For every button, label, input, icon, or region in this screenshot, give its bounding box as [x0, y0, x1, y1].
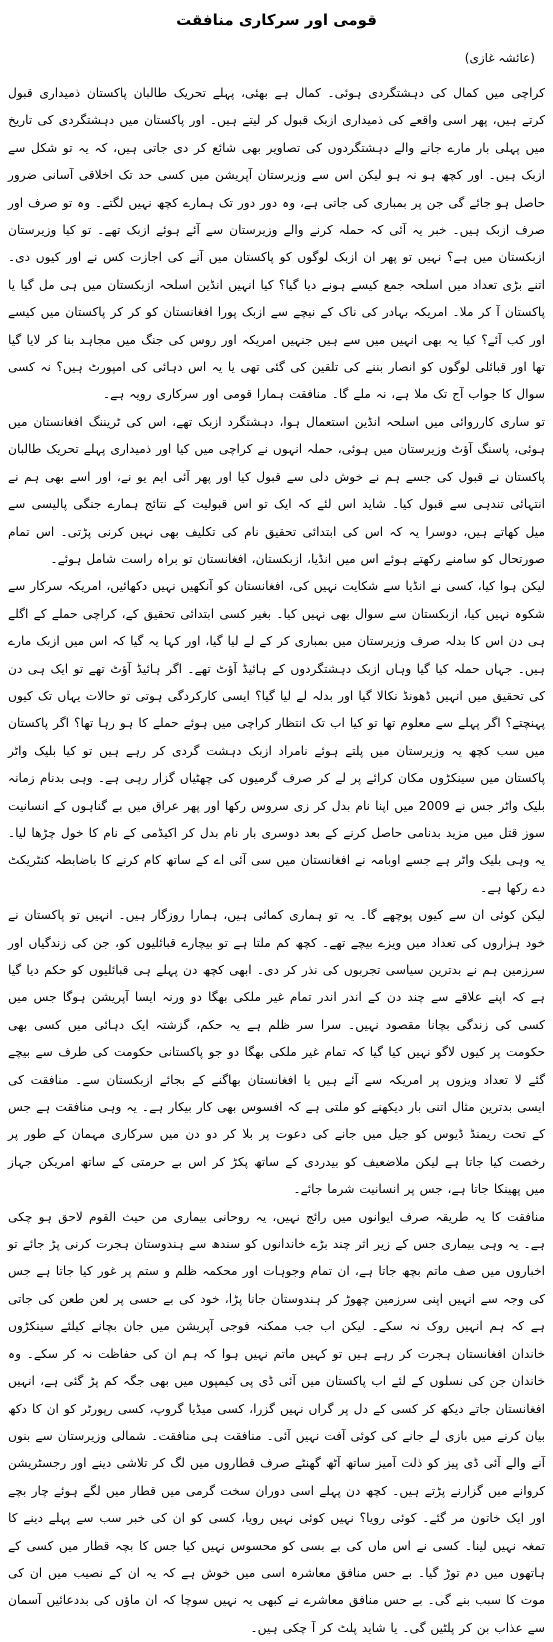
- article-author: (عائشہ غازی): [464, 51, 535, 65]
- article-body: [8, 80, 545, 1642]
- article-paragraph-5: منافقت کا یہ طریقہ صرف ایوانوں میں رائج نہیں، یہ روحانی بیماری من حیث القوم لاحق ہو چکی ہے۔ یہ وہی بیماری جس کے زیر اثر چند بڑے خاندانوں کو سندھ سے ہندوستان ہجرت کرنی پڑ جائے تو اخباروں میں صف ماتم بچھ جاتا ہے، ان تمام وجوہات اور محکمہ ظلم و ستم پر غور کیا جاتا ہے جس کی وجہ سے انہیں اپنی سرزمین چھوڑ کر ہندوستان جانا پڑا، خود کی بے حسی پر لعن طعن کی جاتی ہے کہ ہم انہیں روک نہ سکے۔ لیکن اب جب ممکنہ فوجی آپریشن میں جان بچانے کیلئے سینکڑوں خاندان افغانستان ہجرت کر رہے ہیں تو کہیں ماتم نہیں ہوا کہ ہم ان کی حفاظت نہ کر سکے۔ وہ خاندان جن کی نسلوں کے لئے اب پاکستان میں آئی ڈی پی کیمپوں میں بھی جگہ کم پڑ گئی ہے، انہیں افغانستان جاتے دیکھ کر کسی کے دل پر گراں نہیں گزرا، کسی میڈیا گروپ، کسی رپورٹر کو ان کا دکھ بیان کرنے میں بازی لے جانے کی کوئی آفت نہیں آئی۔ منافقت ہی منافقت۔ شمالی وزیرستان سے بنوں آنے والے آئی ڈی پیز کو ذلت آمیز ساتھ آٹھ گھنٹے صرف قطاروں میں لگ کر تلاشی دینے اور رجسٹریشن کروانے میں گزارنے پڑتے ہیں۔ کچھ دن پہلے اسی دوران سخت گرمی میں قطار میں لگے ہوئے چار بچے اور ایک خاتون مر گئے۔ کوئی رویا؟ نہیں کوئی نہیں رویا، کسی کو ان کی خبر سب سے پہلے دینے کا تمغہ نہیں لینا۔ کسی نے اس ماں کی بے بسی کو محسوس نہیں کیا جس کا بچہ قطار میں کسی کے ہاتھوں میں دم توڑ گیا۔ بے حس منافق معاشرہ اسی میں خوش ہے کہ یہ ان کے نصیب میں ان کی موت کا سبب بنے گی۔ بے حس منافق معاشرے نے کبھی یہ نہیں سوچا کہ ان ماؤں کی بددعائیں آسمان سے عذاب بن کر پلٹیں گی۔ یا شاید پلٹ کر آ چکی ہیں۔: [8, 1209, 545, 1635]
- article-paragraph-2: تو ساری کارروائی میں اسلحہ انڈین استعمال ہوا، دہشتگرد ازبک تھے، اس کی ٹریننگ افغانستان میں ہوئی، پاسنگ آؤٹ وزیرستان میں ہوئی، حملہ انہوں نے کراچی میں کیا اور ذمیداری پہلے تحریک طالبان پاکستان نے قبول کی جسے ہم نے خوش دلی سے قبول کیا اور پھر آئی ایم یو نے، اور اسے بھی ہم نے انتہائی تندہی سے قبول کیا۔ شاید اس لئے کہ ایک تو اس قبولیت کے نتائج ہمارے جنگی پالیسی سے میل کھاتے ہیں، دوسرا یہ کہ اس کی ابتدائی تحقیق نام کی تکلیف بھی نہیں کرنی پڑتی۔ اس تمام صورتحال کو سامنے رکھتے ہوئے اس میں انڈیا، ازبکستان، افغانستان تو براہ راست شامل ہوئے۔: [8, 414, 545, 566]
- article-paragraph-4: لیکن کوئی ان سے کیوں پوچھے گا۔ یہ تو ہماری کمائی ہیں، ہمارا روزگار ہیں۔ انہیں تو پاکستان نے خود ہزاروں کی تعداد میں ویزے بیچے تھے۔ کچھ کم ملتا ہے تو بیچارے قبائلیوں کو، جن کی زندگیاں اور سرزمین ہم نے بدترین سیاسی تجربوں کی نذر کر دی۔ ابھی کچھ دن پہلے ہی قبائلیوں کو حکم دیا گیا ہے کہ اپنے علاقے سے چند دن کے اندر اندر تمام غیر ملکی بھگا دو ورنہ ایسا آپریشن ہوگا جس میں کسی کی زندگی بچانا مقصود نہیں۔ سرا سر ظلم ہے یہ حکم، گزشتہ ایک دہائی میں کسی بھی حکومت پر کیوں لاگو نہیں کیا گیا کہ تمام غیر ملکی بھگا دو جو پاکستانی حکومت کی طرف سے بیچے گئے لا تعداد ویزوں پر امریکہ سے آئے ہیں یا افغانستان بھاگنے کے بجائے ازبکستان سے۔ منافقت کی ایسی بدترین مثال اتنی بار دیکھنے کو ملتی ہے کہ افسوس بھی کار بیکار ہے۔ یہ وہی منافقت ہے جس کے تحت ریمنڈ ڈیوس کو جیل میں جانے کی دعوت پر بلا کر دو دن میں سرکاری مہمان کے طور پر رخصت کیا جاتا ہے لیکن ملاضعیف کو بیدردی کے ساتھ پکڑ کر اس بے حرمتی کے ساتھ امریکن جہاز میں پھینکا جاتا ہے، جس پر انسانیت شرما جائے۔: [8, 908, 545, 1197]
- article-paragraph-3: لیکن ہوا کیا، کسی نے انڈیا سے شکایت نہیں کی، افغانستان کو آنکھیں نہیں دکھائیں، امریکہ سرکار سے شکوہ نہیں کیا، ازبکستان سے سوال بھی نہیں کیا۔ بغیر کسی ابتدائی تحقیق کے، کراچی حملے کے اگلے ہی دن اس کا بدلہ صرف وزیرستان میں بمباری کر کے لے لیا گیا، اور کہا یہ گیا کہ اس میں ازبک مارے ہیں۔ جہاں حملہ کیا گیا وہاں ازبک دہشتگردوں کے ہائیڈ آؤٹ تھے۔ اگر ہائیڈ آؤٹ تھے تو ایک ہی دن کی تحقیق میں انہیں ڈھونڈ نکالا گیا اور بدلہ لے لیا گیا؟ ایسی کارکردگی ہوتی تو حالات یہاں تک کیوں پہنچتے؟ اگر پہلے سے معلوم تھا تو کیا اب تک انتظار کراچی میں ہوئے حملے کا ہو رہا تھا؟ اگر پاکستان میں سب کچھ یہ وزیرستان میں پلتے ہوئے نامراد ازبک دہشت گردی کر رہے ہیں تو کیا بلیک واٹر پاکستان میں سینکڑوں مکان کرائے پر لے کر صرف گرمیوں کی چھٹیاں گزار رہی ہے۔ وہی بدنام زمانہ بلیک واٹر جس نے 2009 میں اپنا نام بدل کر زی سروس رکھا اور پھر عراق میں بے گناہوں کے انسانیت سوز قتل میں مزید بدنامی حاصل کرنے کے بعد دوسری بار نام بدل کر اکیڈمی کے نام کا خول چڑھا لیا۔ یہ وہی بلیک واٹر ہے جسے اوبامہ نے افغانستان میں سی آئی اے کے ساتھ کام کرنے کا باضابطہ کنٹریکٹ دے رکھا ہے۔: [8, 579, 545, 895]
- article-paragraph-1: کراچی میں کمال کی دہشتگردی ہوئی۔ کمال ہے بھئی، پہلے تحریک طالبان پاکستان ذمیداری قبول کرتے ہیں، پھر اسی واقعے کی ذمیداری ازبک قبول کر لیتے ہیں۔ اور پاکستان میں دہشتگردی کی تاریخ میں پہلی بار مارے جانے والے دہشتگردوں کی تصاویر بھی شائع کر دی جاتی ہیں، کہ یہ تو شکل سے ازبک ہیں۔ اور کچھ ہو نہ ہو لیکن اس سے وزیرستان آپریشن میں کسی حد تک اخلاقی آسانی ضرور حاصل ہو جائے گی جن پر بمباری کی جاتی ہے، وہ دور دور تک ہمارے کچھ نہیں لگتے۔ وہ تو صرف اور صرف ازبک ہیں۔ خبر یہ آئی کہ حملہ کرنے والے وزیرستان سے آئے ہوئے ازبک تھے۔ تو کیا وزیرستان ازبکستان میں ہے؟ نہیں تو پھر ان ازبک لوگوں کو پاکستان میں آنے کی اجازت کس نے اور کیوں دی۔ اتنے بڑی تعداد میں اسلحہ جمع کیسے ہونے دیا گیا؟ کیا انہیں انڈین اسلحہ ازبکستان میں ہی مل گیا یا پاکستان آ کر ملا۔ امریکہ بہادر کی ناک کے نیچے سے ازبک پورا افغانستان کو کر کر پاکستان میں کیسے اور کب آئے؟ کیا یہ بھی انہیں میں سے ہیں جنہیں امریکہ اور روس کی جنگ میں مجاہد بنا کر لایا گیا تھا اور قبائلی لوگوں کو انصار بننے کی تلقین کی گئی تھی یا یہ اس دہائی کی امپورٹ ہیں؟ نہ کسی سوال کا جواب آج تک ملا ہے، نہ ملے گا۔ منافقت ہمارا قومی اور سرکاری رویہ ہے۔: [7, 86, 545, 402]
- article-title: قومی اور سرکاری منافقت: [176, 11, 377, 29]
